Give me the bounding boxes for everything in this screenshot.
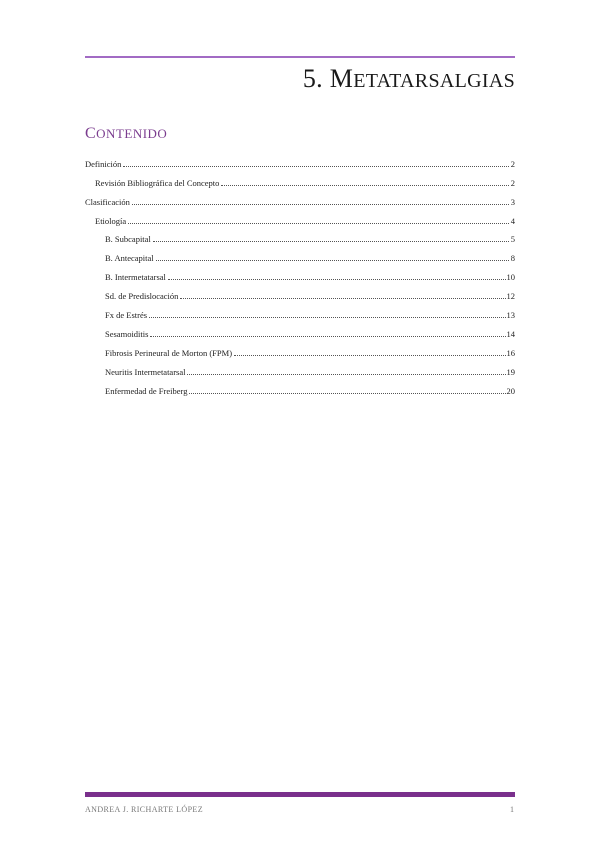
toc-dot-leader: [234, 355, 505, 356]
toc-dot-leader: [156, 260, 509, 261]
toc-entry[interactable]: [85, 282, 515, 301]
footer-author: ANDREA J. RICHARTE LÓPEZ: [85, 805, 204, 814]
toc-entry[interactable]: [85, 244, 515, 263]
footer-rule: [85, 792, 515, 797]
footer-page-number: 1: [510, 805, 514, 814]
toc-entry-page: 12: [506, 291, 515, 302]
toc-entry-page: 5: [510, 234, 515, 245]
toc-dot-leader: [189, 393, 505, 394]
toc-dot-leader: [149, 317, 505, 318]
toc-entry[interactable]: [85, 377, 515, 396]
toc-entry-label: B. Intermetatarsal: [105, 272, 166, 283]
toc-entry-label: Sd. de Predislocación: [105, 291, 179, 302]
toc-entry-page: 16: [506, 347, 515, 358]
toc-entry[interactable]: [85, 169, 515, 188]
toc-dot-leader: [180, 298, 505, 299]
toc-heading-initial: C: [85, 125, 97, 142]
toc-dot-leader: [153, 241, 509, 242]
toc-entry[interactable]: [85, 150, 515, 169]
toc-entry-label: Etiología: [95, 215, 127, 226]
toc-entry[interactable]: [85, 263, 515, 282]
toc-entry-label: Fibrosis Perineural de Morton (FPM): [105, 347, 233, 358]
toc-entry-page: 8: [510, 253, 515, 264]
toc-entry-page: 2: [510, 177, 515, 188]
toc-heading: [85, 125, 167, 143]
toc-entry-label: B. Subcapital: [105, 234, 151, 245]
toc-entry-page: 2: [510, 158, 515, 169]
toc-heading-rest: ONTENIDO: [96, 126, 168, 141]
toc-dot-leader: [150, 336, 505, 337]
toc-dot-leader: [187, 374, 505, 375]
toc-entry[interactable]: [85, 358, 515, 377]
toc-entry[interactable]: [85, 339, 515, 358]
toc-entry-label: Revisión Bibliográfica del Concepto: [95, 177, 220, 188]
toc-entry-label: Enfermedad de Freiberg: [105, 385, 188, 396]
toc-entry[interactable]: [85, 188, 515, 207]
toc-entry[interactable]: [85, 320, 515, 339]
toc-entry[interactable]: [85, 207, 515, 226]
toc-entry-page: 19: [506, 366, 515, 377]
toc-dot-leader: [123, 166, 509, 167]
header-rule: [85, 56, 515, 58]
chapter-title-initial: M: [329, 64, 354, 93]
toc-dot-leader: [168, 279, 506, 280]
toc-entry-page: 4: [510, 215, 515, 226]
toc-entry-page: 13: [506, 310, 515, 321]
toc-entry[interactable]: [85, 226, 515, 245]
chapter-title: [303, 64, 515, 96]
toc-dot-leader: [221, 185, 509, 186]
chapter-title-rest: ETATARSALGIAS: [353, 70, 515, 92]
chapter-number: 5.: [302, 64, 323, 93]
toc-entry-label: B. Antecapital: [105, 253, 154, 264]
toc-entry-page: 3: [510, 196, 515, 207]
toc-entry-page: 14: [506, 328, 515, 339]
toc-entry-label: Neuritis Intermetatarsal: [105, 366, 186, 377]
toc-dot-leader: [128, 223, 509, 224]
toc-entry-label: Fx de Estrés: [105, 310, 148, 321]
toc-dot-leader: [132, 204, 509, 205]
table-of-contents: [85, 150, 515, 396]
toc-entry-label: Definición: [85, 158, 122, 169]
toc-entry-page: 10: [506, 272, 515, 283]
toc-entry-label: Clasificación: [85, 196, 130, 207]
toc-entry-label: Sesamoiditis: [105, 328, 149, 339]
toc-entry-page: 20: [506, 385, 515, 396]
toc-entry[interactable]: [85, 301, 515, 320]
